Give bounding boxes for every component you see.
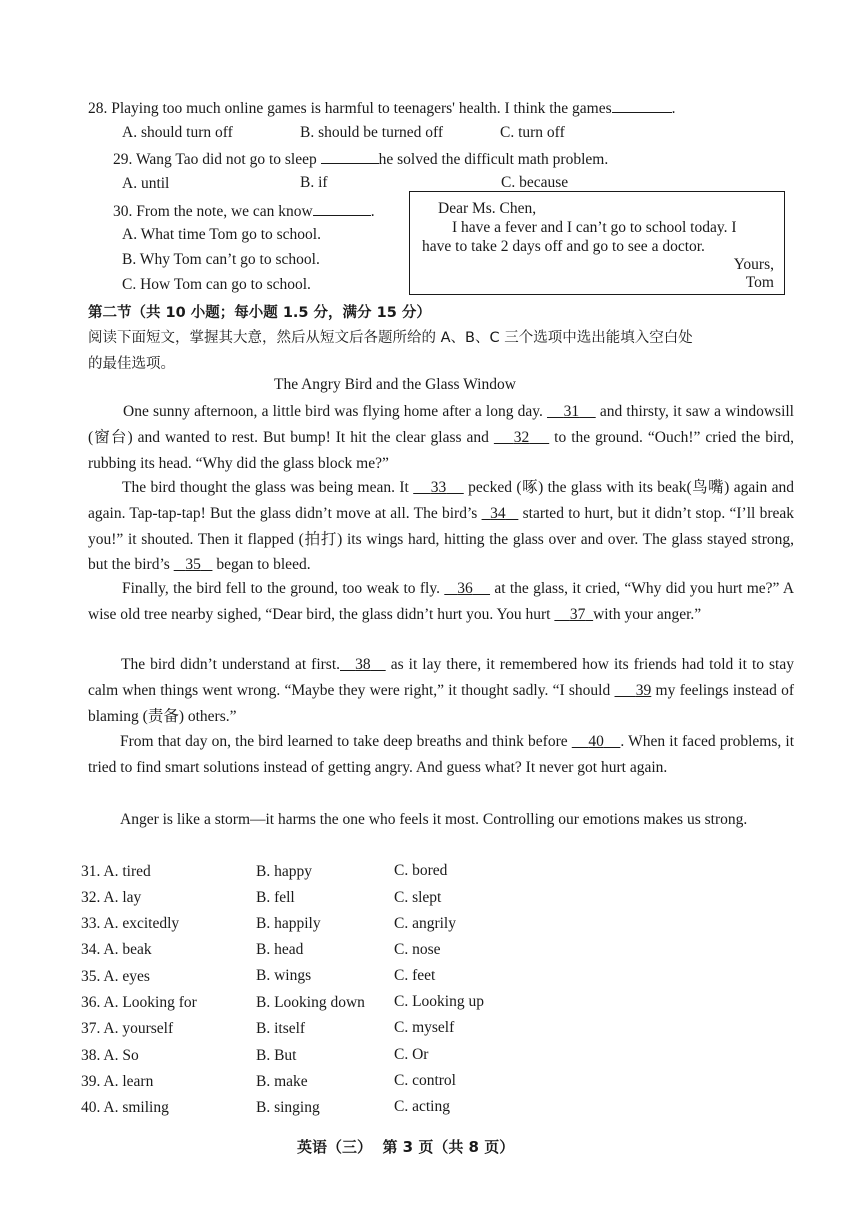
option-37-b: B. itself (256, 1020, 306, 1037)
note-closing: Yours, (733, 256, 774, 273)
question-30-stem: 30. From the note, we can know (113, 203, 313, 220)
blank-38: 38 (355, 656, 371, 673)
option-39-c: C. control (394, 1072, 456, 1089)
option-30-a: A. What time Tom go to school. (122, 226, 321, 243)
option-35-c: C. feet (394, 967, 436, 984)
option-34-b: B. head (256, 941, 304, 958)
answer-blank (321, 149, 379, 164)
option-35-a: 35. A. eyes (81, 968, 150, 985)
paragraph-text: started to hurt, but it didn’t stop. “I’ll break you!” it shouted. Then it flapped (拍打) its wings hard, hitting the glass over and over. The glass stayed strong, but the bird’s (88, 504, 795, 574)
paragraph-text: Anger is like a storm—it harms the one who feels it most. Controlling our emotions makes us strong. (120, 811, 748, 828)
option-32-b: B. fell (256, 889, 295, 906)
paragraph-text: with your anger.” (593, 605, 702, 623)
note-line-1: I have a fever and I can’t go to school today. I (452, 219, 737, 236)
blank-40: 40 (588, 733, 604, 750)
option-31-a: 31. A. tired (81, 863, 151, 880)
paragraph-text: From that day on, the bird learned to take deep breaths and think before (120, 733, 568, 750)
option-28-c: C. turn off (500, 124, 565, 141)
option-38-a: 38. A. So (81, 1047, 139, 1064)
passage-paragraph-5 (88, 729, 794, 781)
paragraph-text: to the ground. “Ouch!” cried the bird, rubbing its head. “Why did the glass block me?” (88, 428, 795, 472)
note-box (409, 191, 785, 295)
passage-paragraph-1 (88, 399, 794, 476)
option-31-b: B. happy (256, 863, 312, 880)
question-29-after: he solved the difficult math problem. (378, 151, 609, 168)
option-40-a: 40. A. smiling (81, 1099, 169, 1116)
option-36-c: C. Looking up (394, 993, 484, 1010)
paragraph-text: The bird didn’t understand at first. (121, 656, 340, 673)
option-29-a: A. until (122, 175, 170, 192)
option-38-b: B. But (256, 1047, 297, 1064)
passage-paragraph-4 (88, 652, 794, 729)
paragraph-text: . When it faced problems, it tried to find smart solutions instead of getting angry. And guess what? It never got hurt again. (88, 733, 795, 776)
option-37-c: C. myself (394, 1019, 455, 1036)
question-30-end: . (370, 203, 375, 220)
note-greeting: Dear Ms. Chen, (438, 200, 537, 217)
option-37-a: 37. A. yourself (81, 1020, 174, 1037)
blank-39: 39 (635, 681, 652, 699)
passage-paragraph-6 (88, 807, 794, 833)
option-33-c: C. angrily (394, 915, 456, 932)
option-39-b: B. make (256, 1073, 308, 1090)
option-36-b: B. Looking down (256, 994, 365, 1011)
option-35-b: B. wings (256, 967, 312, 984)
option-29-b: B. if (300, 174, 328, 191)
option-39-a: 39. A. learn (81, 1073, 154, 1090)
option-32-a: 32. A. lay (81, 889, 142, 906)
section-instruction-2: 的最佳选项。 (88, 356, 175, 372)
passage-paragraph-3 (88, 576, 794, 628)
question-28 (88, 98, 676, 118)
question-28-stem: 28. Playing too much online games is harmful to teenagers' health. I think the games (88, 100, 612, 117)
paragraph-text: and thirsty, it saw a windowsill (窗台) and wanted to rest. But bump! It hit the clear glass and (88, 403, 794, 446)
paragraph-text: as it lay there, it remembered how its friends had told it to stay calm when things went wrong. “Maybe they were right,” it thought sadly. “I should (88, 656, 794, 699)
question-30 (113, 201, 375, 221)
answer-blank (313, 201, 371, 216)
paragraph-text: pecked (啄) the glass with its beak(鸟嘴) again and again. Tap-tap-tap! But the glass didn’t move at all. The bird’s (88, 479, 795, 522)
option-40-b: B. singing (256, 1099, 320, 1116)
option-34-c: C. nose (394, 941, 441, 958)
paragraph-text: One sunny afternoon, a little bird was flying home after a long day. (123, 403, 543, 420)
option-33-b: B. happily (256, 915, 321, 932)
section-instruction-1: 阅读下面短文，掌握其大意，然后从短文后各题所给的 A、B、C 三个选项中选出能填入空白处 (88, 330, 693, 346)
page-footer: 英语（三） 第 3 页（共 8 页） (297, 1138, 515, 1156)
paragraph-text: at the glass, it cried, “Why did you hurt me?” A wise old tree nearby sighed, “Dear bird, the glass didn’t hurt you. You hurt (88, 580, 795, 623)
option-33-a: 33. A. excitedly (81, 915, 180, 932)
option-38-c: C. Or (394, 1046, 429, 1063)
option-40-c: C. acting (394, 1098, 450, 1115)
paragraph-text: The bird thought the glass was being mean. It (122, 479, 409, 496)
option-31-c: C. bored (394, 862, 448, 879)
option-28-b: B. should be turned off (300, 124, 444, 141)
option-30-b: B. Why Tom can’t go to school. (122, 251, 320, 268)
question-28-end: . (671, 100, 676, 117)
paragraph-text: Finally, the bird fell to the ground, too weak to fly. (122, 580, 440, 597)
note-line-2: have to take 2 days off and go to see a doctor. (422, 238, 705, 255)
blank-31: 31 (563, 403, 580, 420)
section-heading: 第二节（共 10 小题；每小题 1.5 分，满分 15 分） (88, 305, 431, 321)
option-32-c: C. slept (394, 889, 442, 906)
option-29-c: C. because (501, 174, 569, 191)
option-28-a: A. should turn off (122, 124, 233, 141)
passage-paragraph-2 (88, 475, 794, 578)
blank-33: 33 (430, 479, 447, 496)
paragraph-text: my feelings instead of blaming (责备) others.” (88, 681, 795, 725)
option-36-a: 36. A. Looking for (81, 994, 197, 1011)
question-29 (113, 149, 608, 169)
blank-37: 37 (569, 605, 586, 623)
note-signature: Tom (745, 274, 774, 291)
blank-32: 32 (513, 428, 530, 446)
option-34-a: 34. A. beak (81, 941, 152, 958)
passage-title: The Angry Bird and the Glass Window (274, 376, 516, 393)
answer-blank (612, 98, 672, 113)
blank-36: 36 (457, 580, 473, 597)
option-30-c: C. How Tom can go to school. (122, 276, 311, 293)
paragraph-text: began to bleed. (216, 556, 311, 574)
blank-34: 34 (490, 504, 506, 522)
question-29-stem: 29. Wang Tao did not go to sleep (113, 151, 317, 168)
blank-35: 35 (185, 556, 201, 574)
